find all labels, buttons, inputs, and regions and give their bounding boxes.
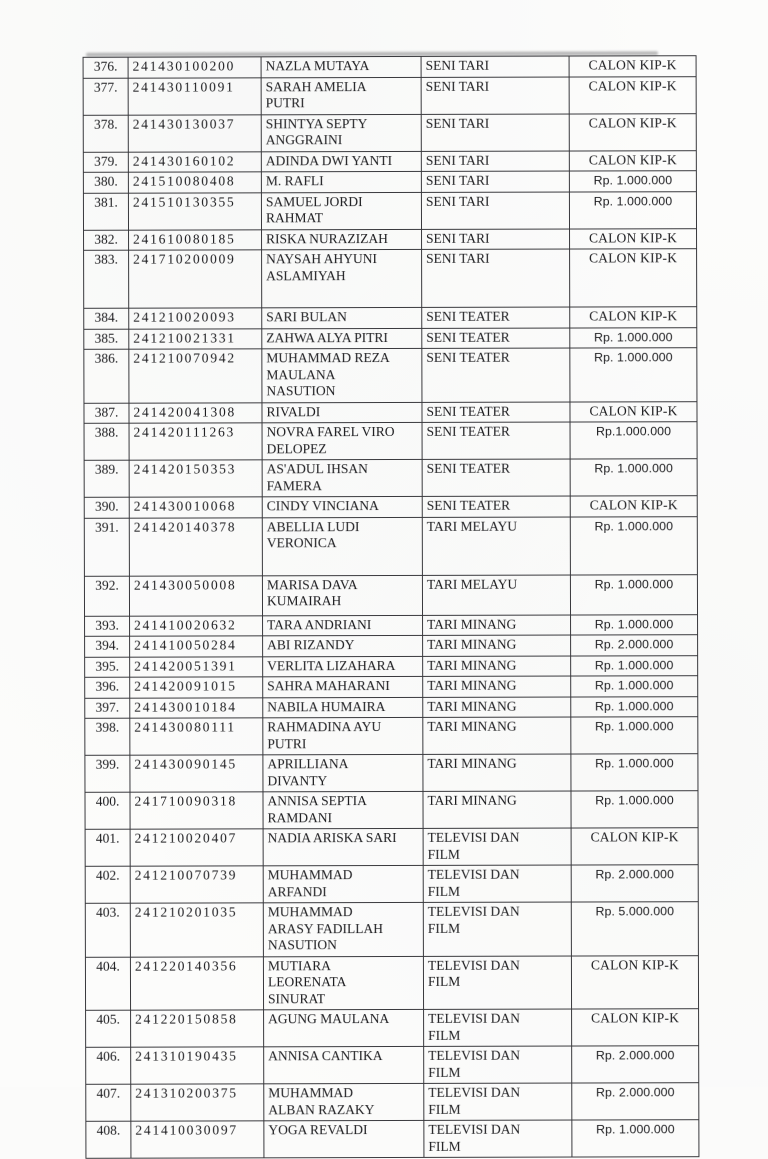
program-cell: TARI MINANG (423, 754, 571, 791)
table-row (85, 791, 698, 830)
student-name-cell: ADINDA DWI YANTI (261, 151, 421, 172)
table-row (84, 249, 697, 309)
program-cell: SENI TARI (422, 229, 570, 250)
student-id-cell: 241420091015 (130, 677, 263, 698)
student-name-cell: SAHRA MAHARANI (263, 676, 423, 697)
amount-cell: Rp. 1.000.000 (571, 655, 698, 676)
student-name-cell: NOVRA FAREL VIRO DELOPEZ (262, 422, 422, 459)
table-row (84, 307, 697, 329)
row-number-cell: 392. (84, 576, 129, 616)
row-number-cell: 403. (85, 903, 130, 957)
student-id-cell: 241510080408 (128, 172, 261, 193)
row-number-cell: 401. (85, 829, 130, 866)
program-cell: SENI TARI (421, 151, 569, 172)
student-name-cell: SARI BULAN (262, 307, 422, 328)
student-id-cell: 241430090145 (130, 755, 263, 792)
amount-cell: Rp. 2.000.000 (571, 635, 698, 656)
amount-cell: Rp. 2.000.000 (571, 865, 698, 902)
row-number-cell: 378. (83, 115, 128, 152)
amount-cell: Rp. 1.000.000 (571, 717, 698, 754)
row-number-cell: 386. (84, 349, 129, 403)
amount-cell: CALON KIP-K (570, 401, 697, 422)
amount-cell: CALON KIP-K (570, 249, 697, 307)
amount-cell: Rp. 1.000.000 (571, 754, 698, 791)
program-cell: TELEVISI DAN FILM (424, 1009, 572, 1046)
program-cell: SENI TEATER (422, 496, 570, 517)
row-number-cell: 394. (85, 636, 130, 657)
student-id-cell: 241430010184 (130, 697, 263, 718)
student-name-cell: ZAHWA ALYA PITRI (262, 328, 422, 349)
row-number-cell: 376. (83, 57, 128, 78)
table-row (85, 696, 698, 718)
program-cell: SENI TEATER (422, 422, 570, 459)
row-number-cell: 406. (86, 1047, 131, 1084)
student-id-cell: 241430160102 (128, 151, 261, 172)
amount-cell: Rp. 1.000.000 (570, 459, 697, 496)
table-row (84, 228, 697, 250)
student-name-cell: VERLITA LIZAHARA (263, 656, 423, 677)
table-row (84, 459, 697, 498)
amount-cell: Rp. 1.000.000 (570, 327, 697, 348)
student-id-cell: 241420140378 (129, 517, 262, 575)
student-name-cell: MUTIARA LEORENATA SINURAT (263, 956, 423, 1010)
row-number-cell: 377. (83, 78, 128, 115)
row-number-cell: 387. (84, 403, 129, 424)
student-name-cell: APRILLIANA DIVANTY (263, 754, 423, 791)
student-name-cell: MUHAMMAD ALBAN RAZAKY (264, 1083, 424, 1120)
student-id-cell: 241610080185 (129, 229, 262, 250)
student-id-cell: 241210020093 (129, 308, 262, 329)
program-cell: SENI TEATER (422, 459, 570, 496)
program-cell: TELEVISI DAN FILM (423, 865, 571, 902)
amount-cell: Rp. 5.000.000 (571, 902, 698, 956)
row-number-cell: 402. (85, 866, 130, 903)
program-cell: SENI TARI (421, 114, 569, 151)
student-id-cell: 241420150353 (129, 460, 262, 497)
program-cell: TELEVISI DAN FILM (423, 902, 571, 956)
program-cell: SENI TARI (421, 77, 569, 114)
amount-cell: CALON KIP-K (569, 150, 696, 171)
student-name-cell: NAZLA MUTAYA (261, 56, 421, 77)
student-id-cell: 241220140356 (130, 956, 263, 1010)
program-cell: TARI MINANG (423, 676, 571, 697)
table-row (84, 496, 697, 518)
table-row (86, 1120, 699, 1159)
amount-cell: Rp. 1.000.000 (569, 171, 696, 192)
student-name-cell: TARA ANDRIANI (263, 615, 423, 636)
table-row (84, 401, 697, 423)
student-id-cell: 241430050008 (129, 575, 262, 615)
program-cell: SENI TEATER (422, 348, 570, 402)
row-number-cell: 389. (84, 460, 129, 497)
amount-cell: Rp. 1.000.000 (571, 614, 698, 635)
amount-cell: Rp. 2.000.000 (572, 1046, 699, 1083)
program-cell: TELEVISI DAN FILM (424, 1083, 572, 1120)
program-cell: TELEVISI DAN FILM (424, 1046, 572, 1083)
table-row (85, 717, 698, 756)
student-id-cell: 241430010068 (129, 497, 262, 518)
amount-cell: Rp.1.000.000 (570, 422, 697, 459)
table-row (85, 955, 698, 1010)
table-row (86, 1046, 699, 1085)
amount-cell: Rp. 1.000.000 (571, 791, 698, 828)
amount-cell: CALON KIP-K (569, 76, 696, 113)
table-row (83, 56, 696, 78)
table-row (83, 150, 696, 172)
table-row (85, 902, 698, 957)
student-id-cell: 241410020632 (130, 615, 263, 636)
amount-cell: CALON KIP-K (571, 828, 698, 865)
student-name-cell: ABELLIA LUDI VERONICA (262, 517, 422, 575)
program-cell: TARI MINANG (423, 717, 571, 754)
program-cell: TELEVISI DAN FILM (424, 1120, 572, 1157)
table-row (85, 655, 698, 677)
amount-cell: Rp. 1.000.000 (571, 696, 698, 717)
table-row (84, 422, 697, 461)
student-name-cell: CINDY VINCIANA (262, 496, 422, 517)
student-name-cell: MARISA DAVA KUMAIRAH (262, 575, 422, 615)
row-number-cell: 408. (86, 1121, 131, 1158)
program-cell: TARI MELAYU (422, 575, 570, 615)
amount-cell: Rp. 1.000.000 (571, 676, 698, 697)
student-id-cell: 241510130355 (128, 192, 261, 229)
program-cell: TELEVISI DAN FILM (423, 956, 571, 1010)
student-name-cell: MUHAMMAD REZA MAULANA NASUTION (262, 348, 422, 402)
student-name-cell: YOGA REVALDI (264, 1120, 424, 1157)
student-id-cell: 241210070942 (129, 349, 262, 403)
amount-cell: CALON KIP-K (570, 496, 697, 517)
table-row (84, 516, 697, 576)
student-name-cell: ANNISA SEPTIA RAMDANI (263, 791, 423, 828)
amount-cell: Rp. 1.000.000 (572, 1120, 699, 1157)
row-number-cell: 380. (83, 172, 128, 193)
student-name-cell: RIVALDI (262, 402, 422, 423)
table-row (86, 1083, 699, 1122)
row-number-cell: 388. (84, 423, 129, 460)
amount-cell: CALON KIP-K (569, 113, 696, 150)
row-number-cell: 390. (84, 497, 129, 518)
program-cell: SENI TARI (421, 171, 569, 192)
student-name-cell: NAYSAH AHYUNI ASLAMIYAH (262, 249, 422, 307)
student-name-cell: NADIA ARISKA SARI (263, 828, 423, 865)
table-row (84, 574, 697, 616)
table-row (85, 754, 698, 793)
student-name-cell: RAHMADINA AYU PUTRI (263, 717, 423, 754)
amount-cell: Rp. 1.000.000 (570, 574, 697, 614)
table-row (85, 865, 698, 904)
student-name-cell: MUHAMMAD ARASY FADILLAH NASUTION (263, 902, 423, 956)
student-name-cell: SAMUEL JORDI RAHMAT (261, 192, 421, 229)
table-row (83, 76, 696, 115)
table-row (85, 614, 698, 636)
student-name-cell: RISKA NURAZIZAH (262, 229, 422, 250)
amount-cell: CALON KIP-K (570, 228, 697, 249)
student-id-cell: 241210020407 (130, 829, 263, 866)
program-cell: SENI TARI (422, 249, 570, 307)
row-number-cell: 391. (84, 518, 129, 576)
student-name-cell: AS'ADUL IHSAN FAMERA (262, 459, 422, 496)
amount-cell: Rp. 1.000.000 (570, 348, 697, 402)
student-id-cell: 241410030097 (131, 1121, 264, 1158)
program-cell: TARI MINANG (423, 656, 571, 677)
table-row (84, 348, 697, 403)
program-cell: TARI MELAYU (422, 517, 570, 575)
row-number-cell: 404. (85, 957, 130, 1011)
table-row (83, 171, 696, 193)
table-row (83, 113, 696, 152)
table-row (85, 828, 698, 867)
amount-cell: Rp. 1.000.000 (570, 516, 697, 574)
student-id-cell: 241210201035 (130, 903, 263, 957)
program-cell: TELEVISI DAN FILM (423, 828, 571, 865)
row-number-cell: 383. (84, 250, 129, 308)
row-number-cell: 397. (85, 698, 130, 719)
student-id-cell: 241710200009 (129, 250, 262, 308)
program-cell: TARI MINANG (423, 791, 571, 828)
student-name-cell: AGUNG MAULANA (264, 1009, 424, 1046)
student-id-cell: 241420111263 (129, 423, 262, 460)
program-cell: SENI TEATER (422, 402, 570, 423)
row-number-cell: 395. (85, 657, 130, 678)
student-aid-table (83, 55, 700, 1159)
student-id-cell: 241310200375 (131, 1084, 264, 1121)
row-number-cell: 393. (85, 616, 130, 637)
row-number-cell: 400. (85, 792, 130, 829)
student-name-cell: SARAH AMELIA PUTRI (261, 77, 421, 114)
program-cell: TARI MINANG (423, 635, 571, 656)
row-number-cell: 396. (85, 677, 130, 698)
row-number-cell: 382. (84, 230, 129, 251)
row-number-cell: 381. (83, 193, 128, 230)
program-cell: SENI TARI (421, 192, 569, 229)
student-name-cell: ANNISA CANTIKA (264, 1046, 424, 1083)
program-cell: TARI MINANG (423, 697, 571, 718)
amount-cell: Rp. 1.000.000 (569, 191, 696, 228)
table-row (83, 191, 696, 230)
amount-cell: CALON KIP-K (570, 307, 697, 328)
table-row (86, 1009, 699, 1048)
student-id-cell: 241420051391 (130, 656, 263, 677)
row-number-cell: 407. (86, 1084, 131, 1121)
table-row (85, 635, 698, 657)
student-id-cell: 241430110091 (128, 77, 261, 114)
student-name-cell: MUHAMMAD ARFANDI (263, 865, 423, 902)
row-number-cell: 379. (83, 152, 128, 173)
student-id-cell: 241410050284 (130, 636, 263, 657)
amount-cell: CALON KIP-K (572, 1009, 699, 1046)
student-id-cell: 241310190435 (131, 1047, 264, 1084)
student-name-cell: ABI RIZANDY (263, 635, 423, 656)
program-cell: SENI TEATER (422, 307, 570, 328)
row-number-cell: 399. (85, 755, 130, 792)
student-id-cell: 241420041308 (129, 402, 262, 423)
table-row (85, 676, 698, 698)
student-name-cell: M. RAFLI (261, 171, 421, 192)
student-id-cell: 241430080111 (130, 718, 263, 755)
amount-cell: CALON KIP-K (569, 56, 696, 77)
program-cell: SENI TEATER (422, 328, 570, 349)
program-cell: SENI TARI (421, 56, 569, 77)
student-id-cell: 241430100200 (128, 57, 261, 78)
student-name-cell: SHINTYA SEPTY ANGGRAINI (261, 114, 421, 151)
amount-cell: Rp. 2.000.000 (572, 1083, 699, 1120)
amount-cell: CALON KIP-K (571, 955, 698, 1009)
row-number-cell: 384. (84, 308, 129, 329)
row-number-cell: 385. (84, 329, 129, 350)
student-id-cell: 241210021331 (129, 328, 262, 349)
student-name-cell: NABILA HUMAIRA (263, 697, 423, 718)
row-number-cell: 405. (86, 1010, 131, 1047)
student-id-cell: 241210070739 (130, 866, 263, 903)
student-id-cell: 241220150858 (131, 1010, 264, 1047)
table-body (83, 56, 699, 1159)
table-row (84, 327, 697, 349)
student-id-cell: 241430130037 (128, 114, 261, 151)
program-cell: TARI MINANG (423, 615, 571, 636)
student-id-cell: 241710090318 (130, 792, 263, 829)
row-number-cell: 398. (85, 718, 130, 755)
